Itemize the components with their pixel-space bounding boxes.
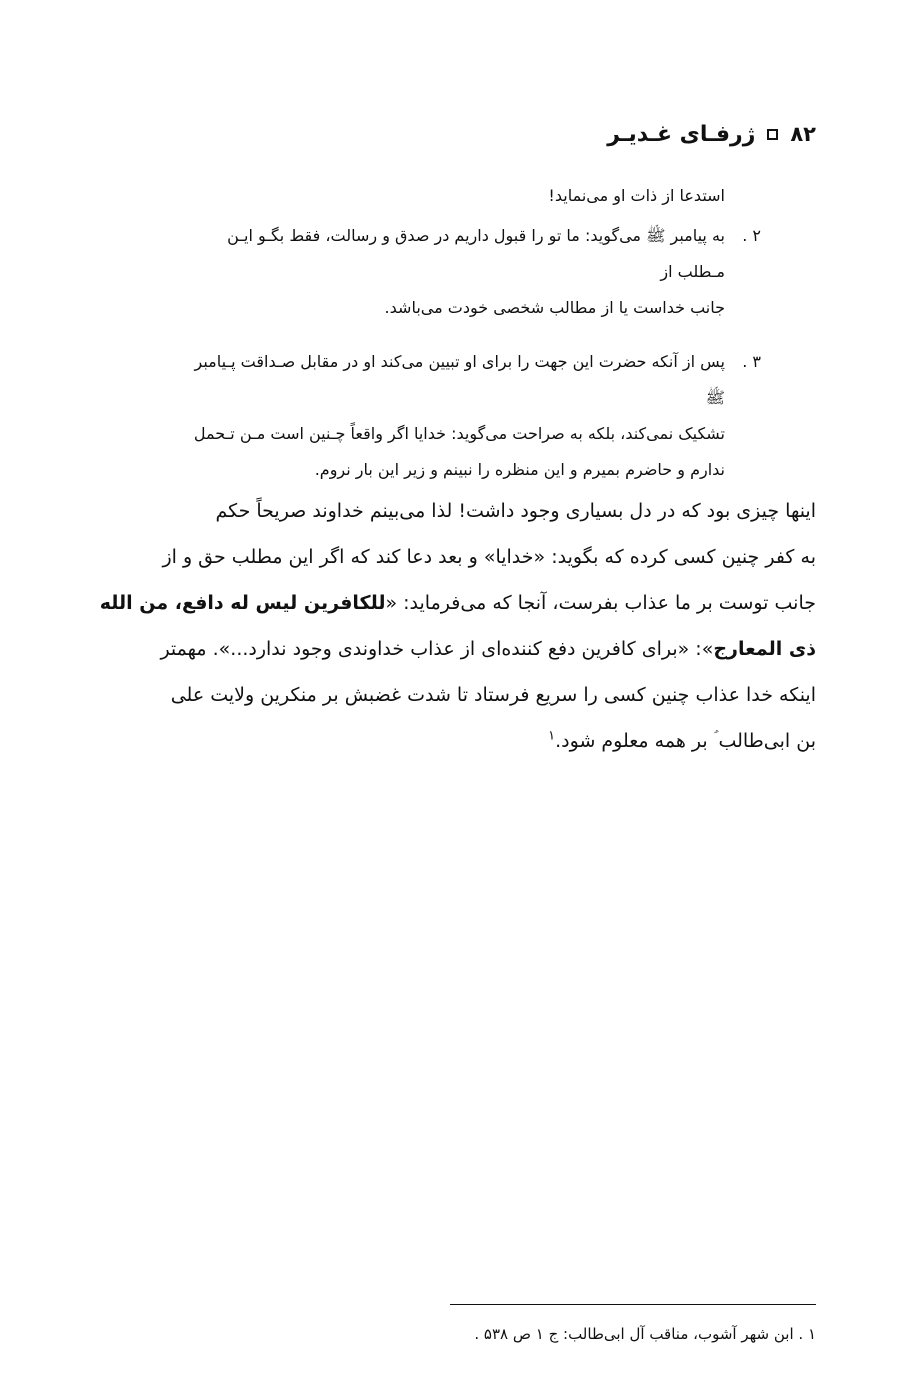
footnote: ۱ . ابن شهر آشوب، مناقب آل ابی‌طالب: ج ۱ ص ۵۳۸ . — [474, 1325, 816, 1343]
quran-verse-text: ذی المعارج — [713, 638, 816, 660]
list-line: تشکیک نمی‌کند، بلکه به صراحت می‌گوید: خدایا اگر واقعاً چـنین است مـن تـحمل — [193, 424, 725, 443]
list-line: ندارم و حاضرم بمیرم و این منظره را نبینم و زیر این بار نروم. — [314, 460, 725, 479]
list-line: به پیامبر ﷺ می‌گوید: ما تو را قبول داریم در صدق و رسالت، فقط بگـو ایـن مـطلب از — [227, 226, 725, 281]
main-paragraph — [84, 488, 816, 764]
footnote-divider — [450, 1304, 816, 1305]
quran-verse-text: للکافرین لیس له دافع، من الله — [99, 592, 386, 614]
page-number: ۸۲ — [790, 122, 816, 146]
paragraph-line — [84, 718, 816, 764]
footnote-reference[interactable]: ۱ — [548, 728, 556, 744]
paragraph-line: به کفر چنین کسی کرده که بگوید: «خدایا» و بعد دعا کند که اگر این مطلب حق و از — [162, 546, 816, 568]
indented-quote — [190, 178, 761, 488]
paragraph-text: بن ابی‌طالب ؑ بر همه معلوم شود. — [555, 730, 816, 752]
list-item-3 — [190, 344, 761, 488]
paragraph-text: جانب توست بر ما عذاب بفرست، آنجا که می‌فرماید: « — [385, 592, 816, 614]
paragraph-line: اینکه خدا عذاب چنین کسی را سریع فرستاد تا شدت غضبش بر منکرین ولایت علی — [170, 684, 816, 706]
paragraph-text: »: «برای کافرین دفع کننده‌ای از عذاب خداوندی وجود ندارد...». مهمتر — [160, 638, 714, 660]
list-number: ۲ . — [742, 226, 761, 245]
paragraph-line: اینها چیزی بود که در دل بسیاری وجود داشت! لذا می‌بینم خداوند صریحاً حکم — [215, 500, 816, 522]
square-bullet-icon — [767, 129, 778, 140]
list-line: جانب خداست یا از مطالب شخصی خودت می‌باشد. — [384, 298, 725, 317]
list-number: ۳ . — [742, 352, 761, 371]
quote-intro: استدعا از ذات او می‌نماید! — [548, 186, 725, 205]
list-item-2 — [190, 218, 761, 326]
list-line: پس از آنکه حضرت این جهت را برای او تبیین می‌کند او در مقابل صـداقت پـیامبر ﷺ — [194, 352, 725, 407]
paragraph-line — [84, 626, 816, 672]
paragraph-line — [84, 580, 816, 626]
running-header — [84, 116, 816, 152]
book-title: ژرفـای غـدیـر — [607, 121, 756, 147]
